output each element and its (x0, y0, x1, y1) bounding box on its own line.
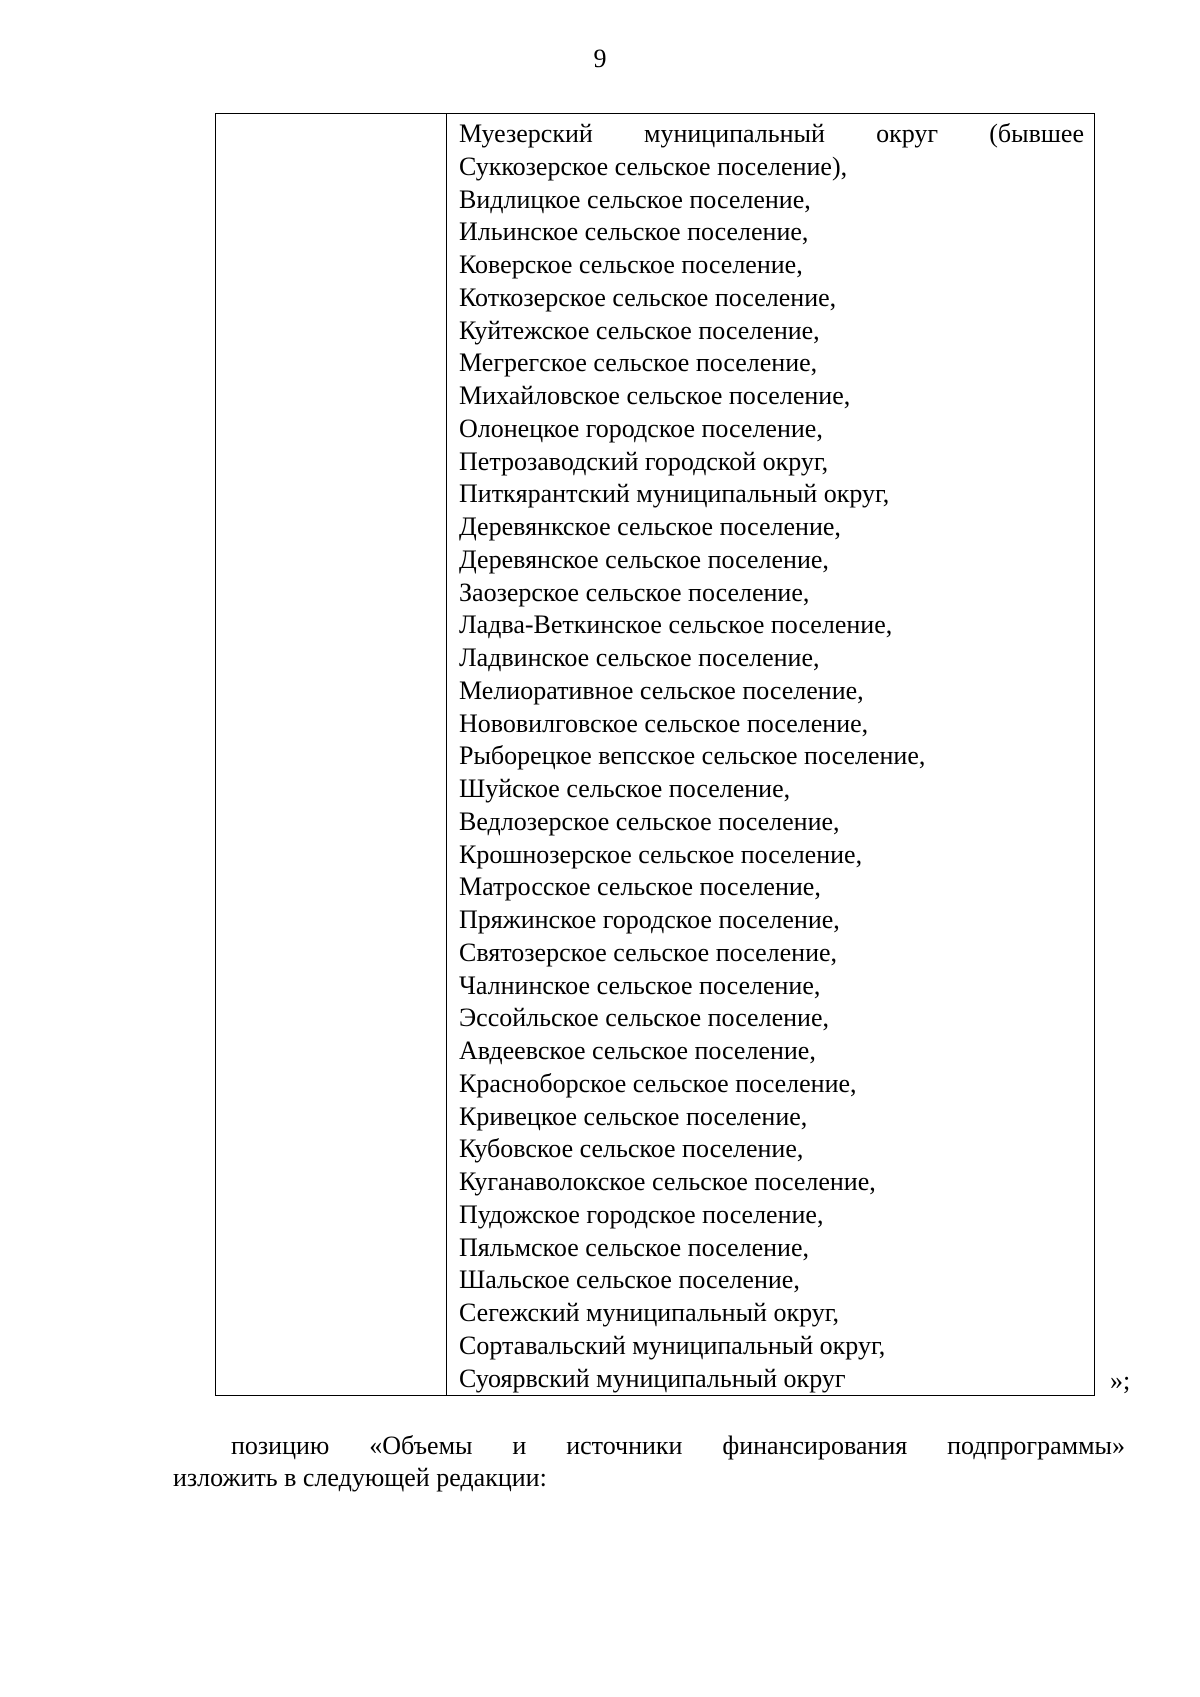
list-item: Михайловское сельское поселение, (459, 381, 851, 410)
list-item: Муезерский муниципальный округ (бывшее (459, 119, 1084, 148)
list-item: Нововилговское сельское поселение, (459, 708, 869, 738)
list-item: Пяльмское сельское поселение, (459, 1232, 810, 1262)
list-item: Святозерское сельское поселение, (459, 937, 838, 967)
list-item: Пряжинское городское поселение, (459, 905, 840, 934)
page-number: 9 (593, 44, 607, 73)
list-item: Ведлозерское сельское поселение, (459, 806, 840, 836)
amendment-paragraph (173, 1430, 1125, 1494)
table-right-cell (447, 114, 1094, 1395)
list-item: Куганаволокское сельское поселение, (459, 1167, 876, 1196)
list-item: Куйтежское сельское поселение, (459, 315, 820, 345)
table-left-cell (216, 114, 447, 1395)
list-item: Мелиоративное сельское поселение, (459, 675, 864, 705)
list-item: Красноборское сельское поселение, (459, 1068, 857, 1098)
list-item: Деревянское сельское поселение, (459, 544, 829, 574)
list-item: Сегежский муниципальный округ, (459, 1298, 839, 1327)
list-item: Олонецкое городское поселение, (459, 413, 823, 443)
list-item: Матросское сельское поселение, (459, 872, 821, 902)
list-item: Петрозаводский городской округ, (459, 446, 829, 476)
list-item: Пудожское городское поселение, (459, 1199, 824, 1229)
list-item: Суоярвский муниципальный округ (459, 1363, 846, 1393)
list-item: Видлицкое сельское поселение, (459, 184, 811, 214)
list-item: Коткозерское сельское поселение, (459, 282, 837, 312)
list-item: Рыборецкое вепсское сельское поселение, (459, 741, 926, 771)
list-item: Ильинское сельское поселение, (459, 217, 809, 247)
municipalities-table (215, 113, 1095, 1396)
list-item: Шуйское сельское поселение, (459, 774, 791, 803)
list-item: Суккозерское сельское поселение), (459, 151, 848, 181)
list-item: Питкярантский муниципальный округ, (459, 479, 890, 509)
list-item: Шальское сельское поселение, (459, 1265, 800, 1295)
list-item: Эссойльское сельское поселение, (459, 1003, 829, 1033)
list-item: Ладва-Веткинское сельское поселение, (459, 610, 893, 640)
list-item: Деревянкское сельское поселение, (459, 512, 841, 541)
list-item: Коверское сельское поселение, (459, 250, 803, 279)
list-item: Крошнозерское сельское поселение, (459, 839, 863, 869)
paragraph-line-2: изложить в следующей редакции: (173, 1463, 547, 1492)
list-item: Сортавальский муниципальный округ, (459, 1330, 886, 1360)
list-item: Кривецкое сельское поселение, (459, 1101, 808, 1131)
paragraph-line-1: позицию «Объемы и источники финансирования подпрограммы» (231, 1431, 1125, 1460)
list-item: Ладвинское сельское поселение, (459, 643, 820, 672)
list-item: Авдеевское сельское поселение, (459, 1036, 816, 1065)
list-item: Заозерское сельское поселение, (459, 577, 810, 607)
closing-quote: »; (1110, 1366, 1131, 1395)
list-item: Мегрегское сельское поселение, (459, 348, 818, 378)
list-item: Кубовское сельское поселение, (459, 1134, 804, 1164)
list-item: Чалнинское сельское поселение, (459, 970, 821, 1000)
